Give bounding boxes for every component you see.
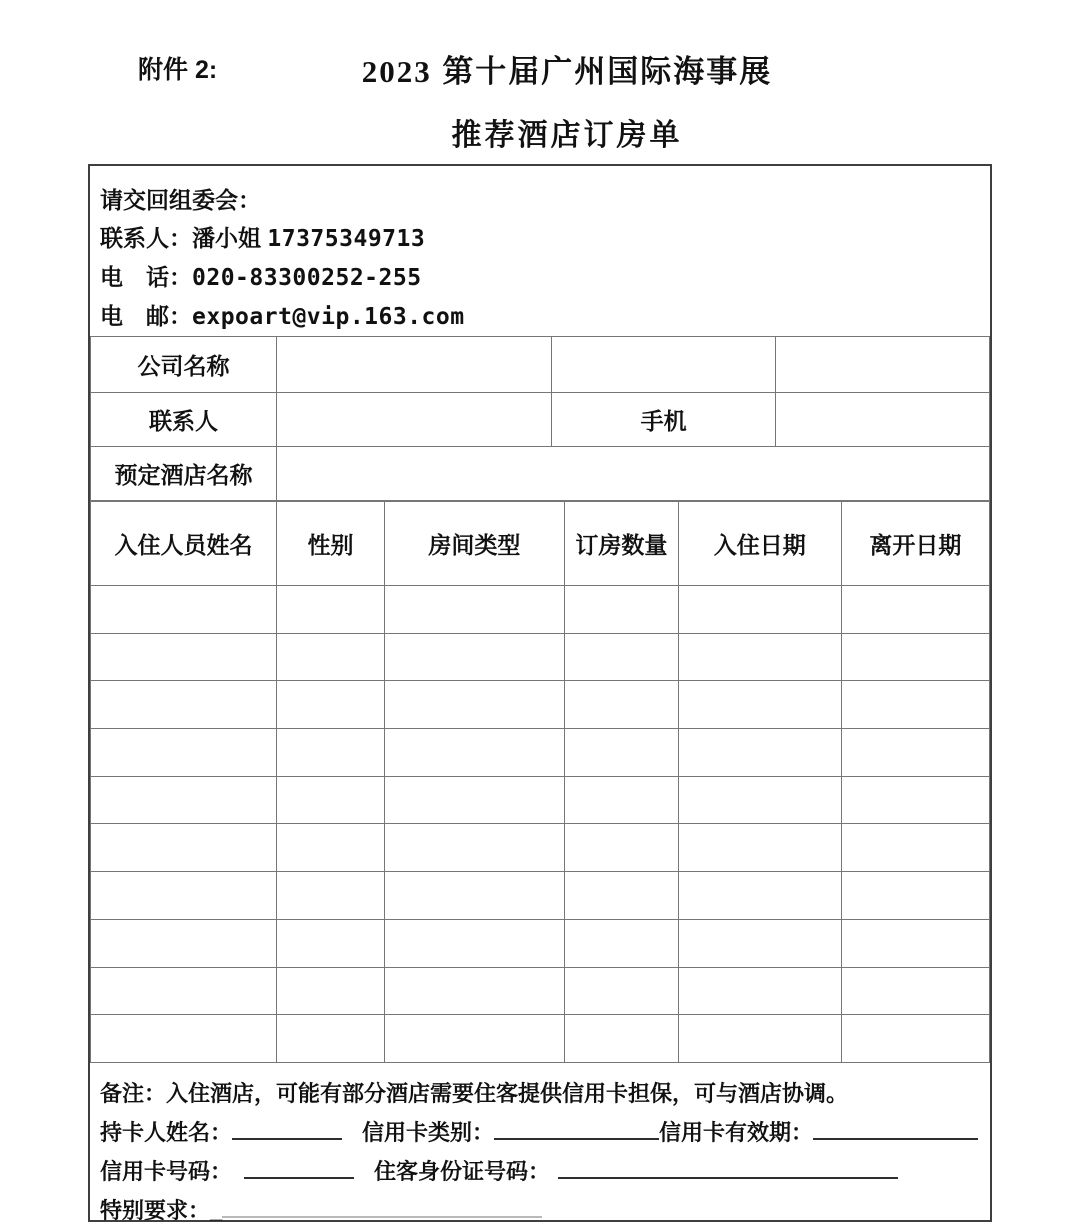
booking-empty-cell — [91, 681, 277, 729]
cardholder-line — [100, 1113, 990, 1152]
booking-table — [90, 501, 990, 1063]
email-value: expoart@vip.163.com — [192, 304, 465, 330]
col-room-type: 房间类型 — [384, 502, 564, 586]
booking-empty-cell — [841, 919, 989, 967]
booking-empty-cell — [841, 872, 989, 920]
cardholder-label: 持卡人姓名： — [100, 1119, 233, 1145]
attachment-label: 附件 2: — [138, 56, 218, 84]
booking-empty-cell — [841, 586, 989, 634]
booking-empty-cell — [564, 919, 678, 967]
phone-value: 020-83300252-255 — [192, 265, 422, 291]
company-info-table — [90, 336, 990, 501]
booking-empty-cell — [564, 776, 678, 824]
booking-empty-cell — [841, 776, 989, 824]
title-year: 2023 — [361, 54, 432, 89]
booking-empty-cell — [277, 776, 385, 824]
special-request-label: 特别要求：_ — [100, 1197, 223, 1223]
return-to-committee-line: 请交回组委会： — [100, 187, 261, 213]
company-name-row — [91, 337, 990, 393]
booking-empty-cell — [91, 586, 277, 634]
booking-empty-cell — [384, 967, 564, 1015]
contact-person-field — [277, 393, 552, 447]
contact-person-label: 联系人 — [91, 393, 277, 447]
booking-empty-cell — [384, 872, 564, 920]
booking-empty-cell — [564, 681, 678, 729]
col-checkout-date: 离开日期 — [841, 502, 989, 586]
guest-id-field — [558, 1156, 898, 1179]
booking-empty-row — [91, 872, 990, 920]
booking-empty-cell — [678, 919, 841, 967]
booking-empty-cell — [384, 729, 564, 777]
booking-empty-cell — [678, 824, 841, 872]
booking-empty-cell — [564, 729, 678, 777]
contact-person-line: 联系人：潘小姐 17375349713 — [100, 225, 426, 252]
col-checkin-date: 入住日期 — [678, 502, 841, 586]
card-number-label: 信用卡号码： — [100, 1158, 233, 1184]
booking-empty-cell — [91, 872, 277, 920]
card-expiry-label: 信用卡有效期： — [659, 1119, 814, 1145]
booking-empty-cell — [564, 872, 678, 920]
booking-empty-cell — [564, 633, 678, 681]
card-type-label: 信用卡类别： — [362, 1119, 495, 1145]
company-name-label: 公司名称 — [91, 337, 277, 393]
booking-empty-cell — [384, 1015, 564, 1063]
booking-empty-cell — [678, 1015, 841, 1063]
booking-empty-row — [91, 1015, 990, 1063]
booking-rows — [91, 502, 990, 1063]
card-type-field — [494, 1117, 659, 1140]
booking-empty-cell — [841, 681, 989, 729]
booking-empty-cell — [678, 776, 841, 824]
booking-empty-row — [91, 633, 990, 681]
hotel-name-row — [91, 447, 990, 501]
card-number-line — [100, 1152, 990, 1191]
booking-empty-cell — [564, 967, 678, 1015]
booking-empty-cell — [841, 967, 989, 1015]
mobile-label: 手机 — [552, 393, 776, 447]
special-request-line — [100, 1191, 990, 1230]
booking-empty-cell — [91, 967, 277, 1015]
booking-empty-cell — [277, 729, 385, 777]
booking-empty-row — [91, 586, 990, 634]
booking-empty-cell — [384, 824, 564, 872]
booking-empty-row — [91, 729, 990, 777]
hotel-name-label: 预定酒店名称 — [91, 447, 277, 501]
booking-empty-cell — [678, 681, 841, 729]
booking-empty-cell — [564, 1015, 678, 1063]
email-line: 电 邮：expoart@vip.163.com — [100, 303, 465, 330]
booking-empty-cell — [384, 633, 564, 681]
special-request-field — [222, 1195, 542, 1218]
booking-empty-cell — [277, 1015, 385, 1063]
cardholder-name-field — [232, 1117, 342, 1140]
title-main: 第十届广州国际海事展 — [442, 54, 773, 89]
booking-empty-cell — [91, 919, 277, 967]
blank-cell — [776, 337, 990, 393]
booking-empty-row — [91, 776, 990, 824]
booking-empty-cell — [277, 967, 385, 1015]
booking-empty-row — [91, 919, 990, 967]
booking-empty-cell — [678, 586, 841, 634]
booking-empty-cell — [564, 824, 678, 872]
booking-empty-cell — [91, 824, 277, 872]
booking-empty-row — [91, 824, 990, 872]
booking-empty-cell — [277, 872, 385, 920]
phone-line: 电 话：020-83300252-255 — [100, 264, 422, 291]
booking-empty-cell — [91, 1015, 277, 1063]
remark-line: 备注：入住酒店，可能有部分酒店需要住客提供信用卡担保，可与酒店协调。 — [100, 1080, 849, 1106]
booking-empty-cell — [678, 729, 841, 777]
contact-person-row — [91, 393, 990, 447]
booking-empty-cell — [384, 586, 564, 634]
booking-empty-cell — [678, 967, 841, 1015]
booking-empty-cell — [277, 824, 385, 872]
col-gender: 性别 — [277, 502, 385, 586]
form-box — [88, 164, 992, 1222]
guest-id-label: 住客身份证号码： — [374, 1158, 551, 1184]
booking-empty-cell — [91, 729, 277, 777]
booking-empty-cell — [277, 681, 385, 729]
document-title — [100, 46, 1034, 91]
committee-contact-block — [90, 166, 990, 336]
card-number-field — [244, 1156, 354, 1179]
document-subtitle: 推荐酒店订房单 — [451, 119, 683, 152]
booking-empty-cell — [277, 919, 385, 967]
booking-empty-cell — [384, 919, 564, 967]
col-guest-name: 入住人员姓名 — [91, 502, 277, 586]
remarks-block — [90, 1063, 990, 1230]
contact-person-phone: 17375349713 — [267, 226, 426, 252]
booking-empty-cell — [91, 776, 277, 824]
booking-empty-cell — [678, 633, 841, 681]
mobile-field — [776, 393, 990, 447]
hotel-name-field — [277, 447, 990, 501]
company-name-field — [277, 337, 552, 393]
booking-empty-cell — [678, 872, 841, 920]
booking-empty-cell — [91, 633, 277, 681]
booking-empty-cell — [277, 633, 385, 681]
booking-empty-cell — [384, 681, 564, 729]
booking-empty-cell — [564, 586, 678, 634]
booking-empty-cell — [841, 633, 989, 681]
card-expiry-field — [813, 1117, 978, 1140]
booking-empty-cell — [841, 824, 989, 872]
booking-empty-row — [91, 681, 990, 729]
booking-empty-cell — [277, 586, 385, 634]
blank-cell — [552, 337, 776, 393]
booking-empty-row — [91, 967, 990, 1015]
booking-header-row — [91, 502, 990, 586]
booking-empty-cell — [841, 729, 989, 777]
col-room-qty: 订房数量 — [564, 502, 678, 586]
booking-empty-cell — [384, 776, 564, 824]
booking-empty-cell — [841, 1015, 989, 1063]
